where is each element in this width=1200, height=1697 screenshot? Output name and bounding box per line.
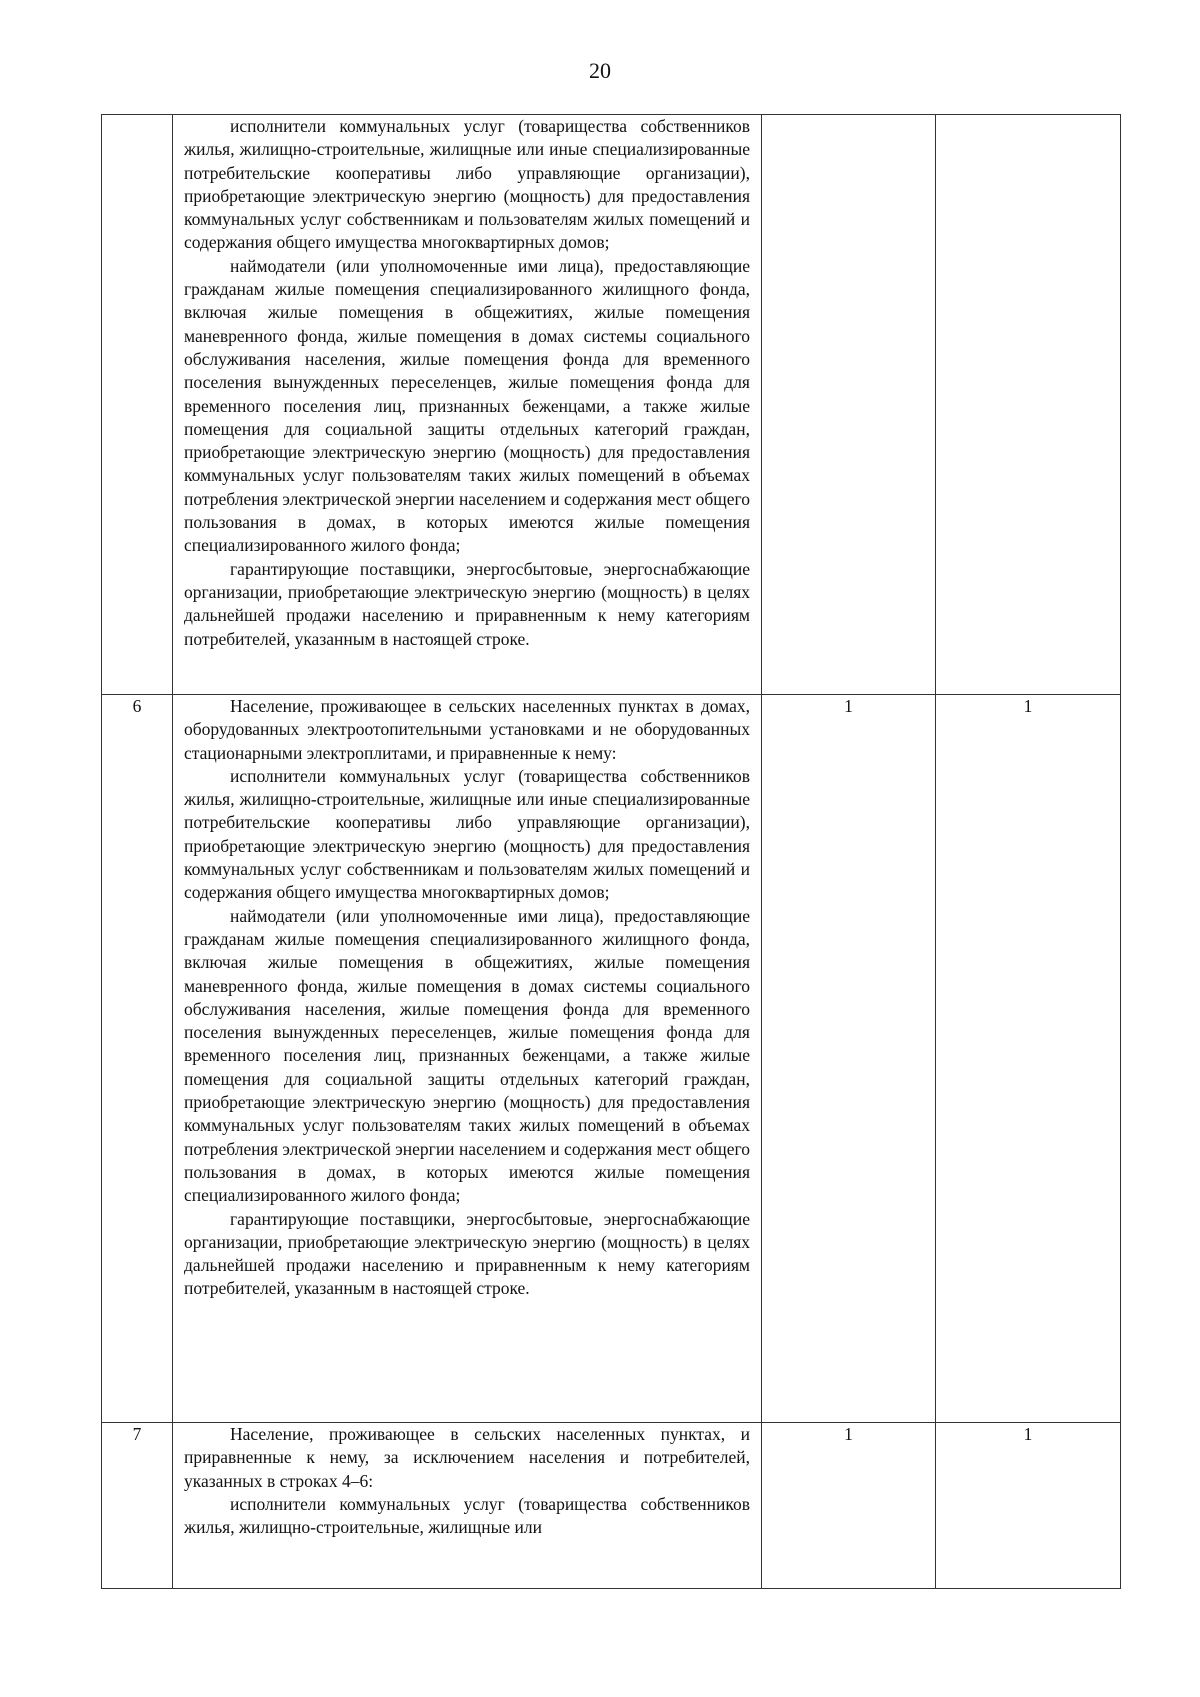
paragraph: исполнители коммунальных услуг (товарищества собственников жилья, жилищно-строительные, жилищные или <box>184 1493 750 1538</box>
row-number: 7 <box>102 1423 173 1589</box>
row-value-1: 1 <box>762 1423 936 1589</box>
row-description <box>173 115 762 695</box>
paragraph: Население, проживающее в сельских населенных пунктах в домах, оборудованных электроотопительными установками и не оборудованных стационарными электроплитами, и приравненные к нему: <box>184 696 750 763</box>
paragraph: исполнители коммунальных услуг (товарищества собственников жилья, жилищно-строительные, жилищные или иные специализированные потребительские кооперативы либо управляющие организации), приобретающие электрическую энергию (мощность) для предоставления коммунальных услуг собственникам и пользователям жилых помещений и содержания общего имущества многоквартирных домов; <box>184 765 750 903</box>
row-number: 6 <box>102 695 173 1423</box>
row-value-1 <box>762 115 936 695</box>
row-description <box>173 695 762 1423</box>
page-number: 20 <box>589 58 611 83</box>
row-value-2 <box>936 115 1121 695</box>
row-number <box>102 115 173 695</box>
row-value-2: 1 <box>936 1423 1121 1589</box>
paragraph: гарантирующие поставщики, энергосбытовые, энергоснабжающие организации, приобретающие электрическую энергию (мощность) в целях дальнейшей продажи населению и приравненным к нему категориям потребителей, указанным в настоящей строке. <box>184 558 750 649</box>
tariff-table <box>101 114 1121 1589</box>
table-row <box>102 1423 1121 1589</box>
row-value-1: 1 <box>762 695 936 1423</box>
paragraph: гарантирующие поставщики, энергосбытовые, энергоснабжающие организации, приобретающие электрическую энергию (мощность) в целях дальнейшей продажи населению и приравненным к нему категориям потребителей, указанным в настоящей строке. <box>184 1208 750 1299</box>
paragraph: исполнители коммунальных услуг (товарищества собственников жилья, жилищно-строительные, жилищные или иные специализированные потребительские кооперативы либо управляющие организации), приобретающие электрическую энергию (мощность) для предоставления коммунальных услуг собственникам и пользователям жилых помещений и содержания общего имущества многоквартирных домов; <box>184 116 750 253</box>
row-value-2: 1 <box>936 695 1121 1423</box>
paragraph: Население, проживающее в сельских населенных пунктах, и приравненные к нему, за исключением населения и потребителей, указанных в строках 4–6: <box>184 1424 750 1491</box>
paragraph: наймодатели (или уполномоченные ими лица), предоставляющие гражданам жилые помещения специализированного жилищного фонда, включая жилые помещения в общежитиях, жилые помещения маневренного фонда, жилые помещения в домах системы социального обслуживания населения, жилые помещения фонда для временного поселения вынужденных переселенцев, жилые помещения фонда для временного поселения лиц, признанных беженцами, а также жилые помещения для социальной защиты отдельных категорий граждан, приобретающие электрическую энергию (мощность) для предоставления коммунальных услуг пользователям таких жилых помещений в объемах потребления электрической энергии населением и содержания мест общего пользования в домах, в которых имеются жилые помещения специализированного жилого фонда; <box>184 255 750 556</box>
table-row <box>102 695 1121 1423</box>
table-row <box>102 115 1121 695</box>
row-description <box>173 1423 762 1589</box>
paragraph: наймодатели (или уполномоченные ими лица), предоставляющие гражданам жилые помещения специализированного жилищного фонда, включая жилые помещения в общежитиях, жилые помещения маневренного фонда, жилые помещения в домах системы социального обслуживания населения, жилые помещения фонда для временного поселения вынужденных переселенцев, жилые помещения фонда для временного поселения лиц, признанных беженцами, а также жилые помещения для социальной защиты отдельных категорий граждан, приобретающие электрическую энергию (мощность) для предоставления коммунальных услуг пользователям таких жилых помещений в объемах потребления электрической энергии населением и содержания мест общего пользования в домах, в которых имеются жилые помещения специализированного жилого фонда; <box>184 905 750 1206</box>
